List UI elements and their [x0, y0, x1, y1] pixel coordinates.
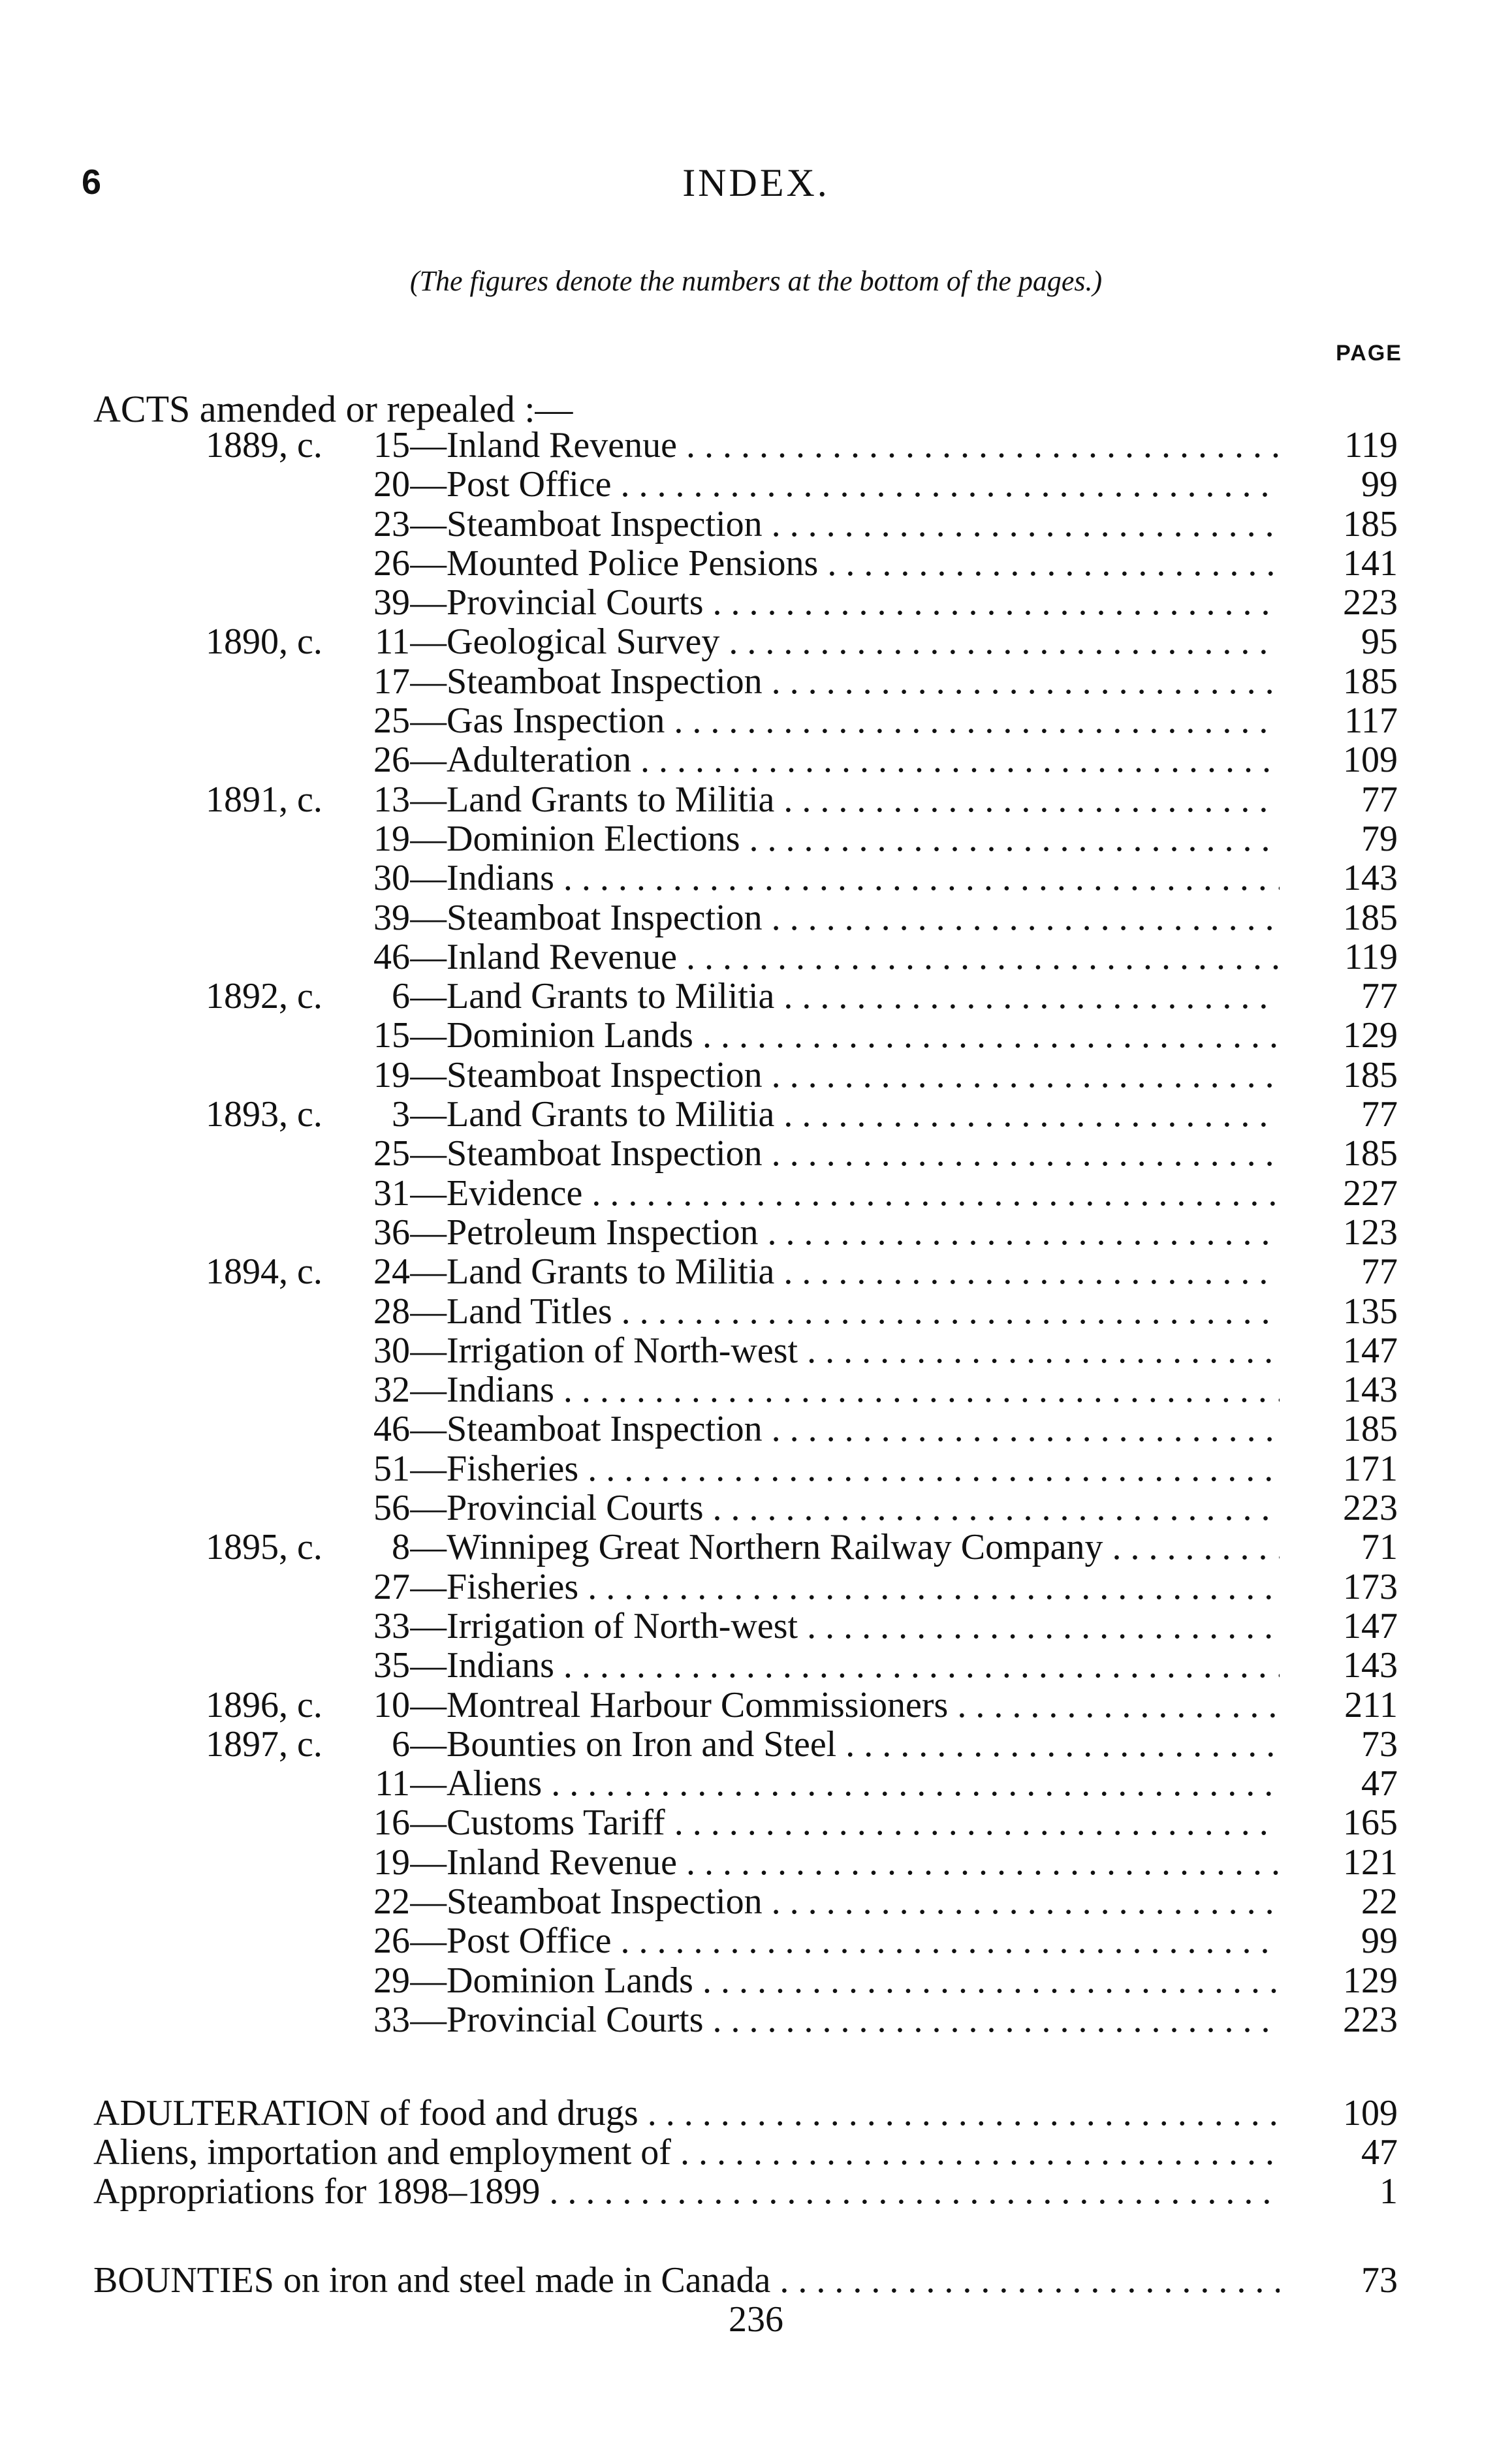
act-page: 47 — [1361, 1763, 1398, 1804]
act-entry — [0, 1764, 1512, 1803]
footer-page-number: 236 — [729, 2299, 783, 2340]
act-title: —Provincial Courts . . . — [410, 2000, 1280, 2039]
act-entry — [0, 1095, 1512, 1134]
act-chapter: 35 — [373, 1645, 410, 1686]
page-title: INDEX. — [682, 161, 830, 204]
act-chapter: 15 — [373, 1015, 410, 1056]
act-chapter: 30 — [373, 1330, 410, 1371]
act-entry — [0, 1607, 1512, 1646]
act-chapter: 26 — [373, 542, 410, 584]
act-title: —Steamboat Inspection . . . — [410, 505, 1280, 544]
act-page: 119 — [1344, 936, 1398, 977]
act-title: —Provincial Courts . . . — [410, 1488, 1280, 1528]
entry-page: 1 — [1379, 2171, 1398, 2212]
act-year: 1897, c. — [206, 1723, 323, 1765]
act-chapter: 28 — [373, 1291, 410, 1332]
act-entry — [0, 2000, 1512, 2039]
act-title: —Gas Inspection . . . — [410, 701, 1280, 740]
act-title: —Irrigation of North-west . . . — [410, 1331, 1280, 1370]
act-title: —Steamboat Inspection . . . — [410, 1409, 1280, 1449]
act-title: —Steamboat Inspection . . . — [410, 662, 1280, 701]
act-chapter: 33 — [373, 1605, 410, 1646]
act-chapter: 6 — [392, 976, 410, 1017]
act-entry — [0, 977, 1512, 1016]
entry-page: 47 — [1361, 2132, 1398, 2173]
index-entry — [0, 2133, 1512, 2172]
act-page: 211 — [1344, 1684, 1398, 1725]
act-title: —Montreal Harbour Commissioners . . . — [410, 1686, 1280, 1725]
act-chapter: 25 — [373, 700, 410, 742]
act-page: 123 — [1343, 1212, 1398, 1253]
act-entry — [0, 1961, 1512, 2000]
act-title: —Customs Tariff . . . — [410, 1803, 1280, 1842]
act-page: 99 — [1361, 1921, 1398, 1962]
act-year: 1896, c. — [206, 1684, 323, 1725]
act-title: —Steamboat Inspection . . . — [410, 1882, 1280, 1921]
act-title: —Fisheries . . . — [410, 1567, 1280, 1607]
act-year: 1895, c. — [206, 1527, 323, 1568]
act-chapter: 39 — [373, 897, 410, 938]
act-title: —Land Grants to Militia . . . — [410, 1095, 1280, 1134]
act-page: 117 — [1344, 700, 1398, 742]
act-entry — [0, 1646, 1512, 1685]
act-page: 121 — [1343, 1842, 1398, 1883]
act-chapter: 36 — [373, 1212, 410, 1253]
act-chapter: 39 — [373, 582, 410, 623]
entry-title: Aliens, importation and employment of . . . — [93, 2133, 1280, 2172]
act-page: 185 — [1343, 503, 1398, 544]
act-chapter: 19 — [373, 1054, 410, 1095]
act-entry — [0, 622, 1512, 661]
act-chapter: 26 — [373, 740, 410, 781]
act-page: 223 — [1343, 582, 1398, 623]
act-entry — [0, 1213, 1512, 1252]
act-entry — [0, 1803, 1512, 1842]
act-entry — [0, 465, 1512, 504]
act-chapter: 3 — [392, 1094, 410, 1135]
act-page: 109 — [1343, 740, 1398, 781]
act-title: —Fisheries . . . — [410, 1449, 1280, 1488]
act-entry — [0, 1370, 1512, 1409]
act-chapter: 22 — [373, 1881, 410, 1922]
act-title: —Mounted Police Pensions . . . — [410, 544, 1280, 583]
entry-title: BOUNTIES on iron and steel made in Canada . . . — [93, 2261, 1280, 2300]
act-page: 129 — [1343, 1960, 1398, 2001]
act-entry — [0, 937, 1512, 977]
act-title: —Winnipeg Great Northern Railway Company . . . — [410, 1528, 1280, 1567]
act-title: —Land Grants to Militia . . . — [410, 1252, 1280, 1291]
act-page: 223 — [1343, 1999, 1398, 2040]
act-entry — [0, 426, 1512, 465]
act-chapter: 10 — [373, 1684, 410, 1725]
index-entry — [0, 2172, 1512, 2211]
act-title: —Post Office . . . — [410, 465, 1280, 504]
act-entry — [0, 1921, 1512, 1960]
page-column-label: PAGE — [1336, 341, 1402, 366]
act-title: —Geological Survey . . . — [410, 622, 1280, 661]
act-entry — [0, 819, 1512, 858]
act-page: 185 — [1343, 897, 1398, 938]
act-entry — [0, 1252, 1512, 1291]
act-chapter: 6 — [392, 1723, 410, 1765]
act-page: 223 — [1343, 1488, 1398, 1529]
act-entry — [0, 505, 1512, 544]
act-entry — [0, 780, 1512, 819]
act-entry — [0, 1174, 1512, 1213]
act-page: 99 — [1361, 464, 1398, 505]
act-page: 147 — [1343, 1330, 1398, 1371]
act-title: —Petroleum Inspection . . . — [410, 1213, 1280, 1252]
act-chapter: 51 — [373, 1448, 410, 1489]
act-title: —Aliens . . . — [410, 1764, 1280, 1803]
act-entry — [0, 858, 1512, 898]
act-chapter: 20 — [373, 464, 410, 505]
act-page: 185 — [1343, 1133, 1398, 1174]
acts-heading: ACTS amended or repealed :— — [93, 388, 573, 430]
act-entry — [0, 1449, 1512, 1488]
act-chapter: 27 — [373, 1566, 410, 1607]
act-chapter: 16 — [373, 1802, 410, 1844]
entry-title: ADULTERATION of food and drugs . . . — [93, 2094, 1280, 2133]
act-year: 1891, c. — [206, 779, 323, 820]
act-entry — [0, 1686, 1512, 1725]
act-page: 171 — [1343, 1448, 1398, 1489]
act-chapter: 19 — [373, 818, 410, 859]
act-page: 143 — [1343, 1370, 1398, 1411]
act-entry — [0, 1882, 1512, 1921]
act-title: —Bounties on Iron and Steel . . . — [410, 1725, 1280, 1764]
act-page: 165 — [1343, 1802, 1398, 1844]
act-title: —Post Office . . . — [410, 1921, 1280, 1960]
act-title: —Steamboat Inspection . . . — [410, 1134, 1280, 1173]
act-entry — [0, 1292, 1512, 1331]
act-title: —Indians . . . — [410, 858, 1280, 898]
act-entry — [0, 1056, 1512, 1095]
act-title: —Land Grants to Militia . . . — [410, 780, 1280, 819]
act-chapter: 30 — [373, 858, 410, 899]
act-entry — [0, 898, 1512, 937]
act-page: 173 — [1343, 1566, 1398, 1607]
act-chapter: 56 — [373, 1488, 410, 1529]
act-entry — [0, 583, 1512, 622]
act-title: —Inland Revenue . . . — [410, 1843, 1280, 1882]
entry-page: 73 — [1361, 2260, 1398, 2301]
act-title: —Adulteration . . . — [410, 740, 1280, 779]
act-year: 1894, c. — [206, 1251, 323, 1293]
act-page: 143 — [1343, 1645, 1398, 1686]
act-page: 73 — [1361, 1723, 1398, 1765]
act-title: —Indians . . . — [410, 1370, 1280, 1409]
act-chapter: 15 — [373, 425, 410, 465]
act-title: —Evidence . . . — [410, 1174, 1280, 1213]
act-chapter: 11 — [375, 1763, 410, 1804]
act-chapter: 31 — [373, 1172, 410, 1214]
act-chapter: 17 — [373, 661, 410, 702]
act-title: —Dominion Lands . . . — [410, 1961, 1280, 2000]
act-page: 71 — [1361, 1527, 1398, 1568]
act-page: 77 — [1361, 976, 1398, 1017]
act-chapter: 8 — [392, 1527, 410, 1568]
act-title: —Steamboat Inspection . . . — [410, 1056, 1280, 1095]
index-group-b — [0, 2261, 1512, 2300]
act-page: 185 — [1343, 1054, 1398, 1095]
act-entry — [0, 1134, 1512, 1173]
act-title: —Land Titles . . . — [410, 1292, 1280, 1331]
index-note: (The figures denote the numbers at the bottom of the pages.) — [409, 265, 1103, 297]
index-entry — [0, 2261, 1512, 2300]
act-chapter: 26 — [373, 1921, 410, 1962]
act-entry — [0, 1725, 1512, 1764]
act-page: 95 — [1361, 621, 1398, 663]
act-page: 22 — [1361, 1881, 1398, 1922]
act-title: —Dominion Lands . . . — [410, 1016, 1280, 1055]
act-entry — [0, 1528, 1512, 1567]
act-entry — [0, 1488, 1512, 1528]
entry-page: 109 — [1343, 2093, 1398, 2133]
act-page: 77 — [1361, 1251, 1398, 1293]
act-page: 141 — [1343, 542, 1398, 584]
act-entry — [0, 662, 1512, 701]
act-year: 1889, c. — [206, 425, 323, 465]
act-page: 77 — [1361, 779, 1398, 820]
act-year: 1890, c. — [206, 621, 323, 663]
act-entry — [0, 544, 1512, 583]
act-page: 129 — [1343, 1015, 1398, 1056]
act-title: —Irrigation of North-west . . . — [410, 1607, 1280, 1646]
act-page: 185 — [1343, 661, 1398, 702]
act-entry — [0, 1567, 1512, 1607]
act-page: 79 — [1361, 818, 1398, 859]
index-group-a — [0, 2094, 1512, 2211]
act-entry — [0, 1843, 1512, 1882]
act-chapter: 23 — [373, 503, 410, 544]
act-title: —Inland Revenue . . . — [410, 426, 1280, 465]
act-page: 185 — [1343, 1409, 1398, 1450]
act-title: —Provincial Courts . . . — [410, 583, 1280, 622]
index-entry — [0, 2094, 1512, 2133]
act-title: —Inland Revenue . . . — [410, 937, 1280, 977]
act-entry — [0, 740, 1512, 779]
act-page: 143 — [1343, 858, 1398, 899]
act-chapter: 46 — [373, 936, 410, 977]
act-chapter: 33 — [373, 1999, 410, 2040]
act-page: 119 — [1344, 425, 1398, 465]
act-entry — [0, 1409, 1512, 1449]
act-page: 135 — [1343, 1291, 1398, 1332]
act-year: 1892, c. — [206, 976, 323, 1017]
act-title: —Indians . . . — [410, 1646, 1280, 1685]
act-entry — [0, 1331, 1512, 1370]
act-page: 147 — [1343, 1605, 1398, 1646]
act-year: 1893, c. — [206, 1094, 323, 1135]
act-title: —Steamboat Inspection . . . — [410, 898, 1280, 937]
act-page: 227 — [1343, 1172, 1398, 1214]
act-chapter: 25 — [373, 1133, 410, 1174]
act-chapter: 13 — [373, 779, 410, 820]
act-page: 77 — [1361, 1094, 1398, 1135]
act-entry — [0, 701, 1512, 740]
act-entry — [0, 1016, 1512, 1055]
act-title: —Land Grants to Militia . . . — [410, 977, 1280, 1016]
act-chapter: 32 — [373, 1370, 410, 1411]
page-number: 6 — [82, 163, 102, 202]
act-chapter: 11 — [375, 621, 410, 663]
acts-list — [0, 426, 1512, 2039]
act-chapter: 29 — [373, 1960, 410, 2001]
act-chapter: 46 — [373, 1409, 410, 1450]
act-chapter: 24 — [373, 1251, 410, 1293]
entry-title: Appropriations for 1898–1899 . . . — [93, 2172, 1280, 2211]
act-chapter: 19 — [373, 1842, 410, 1883]
act-title: —Dominion Elections . . . — [410, 819, 1280, 858]
